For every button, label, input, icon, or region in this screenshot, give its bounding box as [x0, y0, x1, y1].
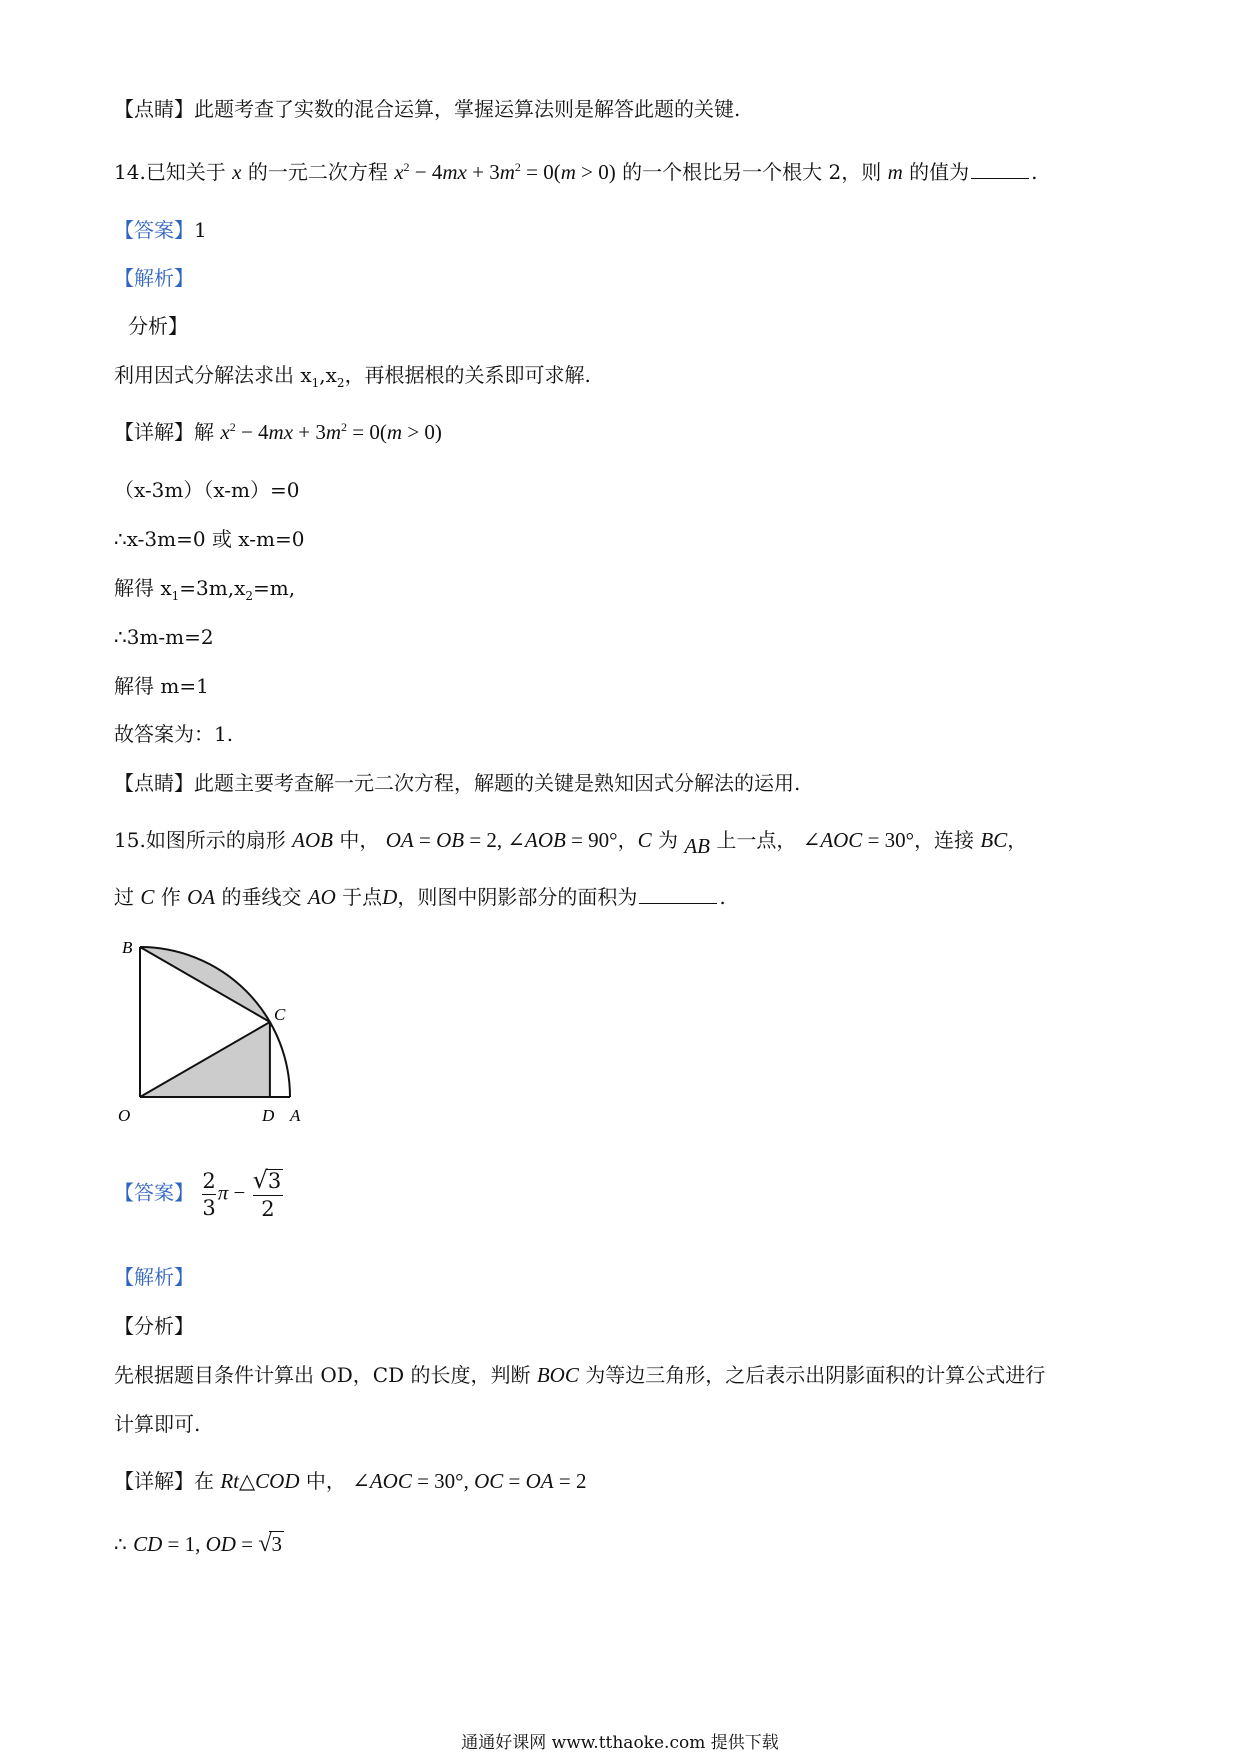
q15-text-6: 过	[114, 885, 134, 909]
q15-result	[114, 1530, 284, 1559]
page-footer: 通通好课网 www.tthaoke.com 提供下载	[461, 1733, 779, 1753]
question-number: 15.	[114, 828, 146, 852]
q14-comment	[114, 771, 800, 795]
q14-equation: $x^2 - 4mx + 3m^2 = 0(m > 0)$	[394, 160, 616, 184]
minus-sign: −	[228, 1180, 251, 1205]
comment-text: 此题主要考查解一元二次方程，解题的关键是熟知因式分解法的运用.	[194, 771, 801, 795]
var-m: m	[887, 160, 903, 184]
detail-pre: 在	[194, 1469, 214, 1493]
pi-symbol: π	[217, 1180, 229, 1205]
q14-step5: 解得 m=1	[114, 674, 209, 698]
q14-text-1: 已知关于	[145, 160, 226, 184]
analysis-text-1: 利用因式分解法求出 x	[114, 363, 312, 387]
q15-detail-condition: ∠AOC = 30°, OC = OA = 2	[352, 1469, 587, 1493]
segment-ao: AO	[307, 885, 336, 909]
triangle-boc: BOC	[536, 1363, 579, 1387]
fraction-sqrt3-2: $\frac{√3}{2}$	[252, 1166, 282, 1222]
rt-triangle: Rt△COD	[220, 1469, 300, 1493]
segment-oa: OA	[187, 885, 216, 909]
q14-text-2: 的一元二次方程	[247, 160, 388, 184]
q14-analysis-text: 利用因式分解法求出 $x_1,x_2$，再根据根的关系即可求解.	[114, 363, 591, 390]
q14-step4: ∴3m-m=2	[114, 625, 214, 649]
q15-text-2: 中，	[339, 828, 380, 852]
q14-detail	[114, 420, 442, 445]
answer-blank	[971, 178, 1029, 179]
step3-c: =m,	[253, 576, 296, 600]
q15-answer	[114, 1168, 285, 1220]
q14-step1: （x-3m）（x-m）=0	[114, 478, 300, 502]
q15-text-3: 为	[657, 828, 678, 852]
comment-tag: 【点睛】	[114, 97, 194, 121]
q15-condition-2: ∠AOC = 30°	[802, 828, 915, 852]
q15-condition-1: OA = OB = 2, ∠AOB = 90°	[385, 828, 618, 852]
q14-step2: ∴x-3m=0 或 x-m=0	[114, 527, 305, 551]
q14-detail-equation: $x^2 - 4mx + 3m^2 = 0(m > 0)$	[220, 420, 442, 444]
label-d: D	[262, 1106, 275, 1125]
q14-text-4: 的值为	[909, 160, 970, 184]
detail-tag: 【详解】	[114, 420, 194, 444]
prev-comment-line	[114, 97, 740, 121]
point-c-2: C	[140, 885, 155, 909]
segment-bc: BC	[980, 828, 1008, 852]
q15-analysis-head: 【分析】	[114, 1314, 194, 1338]
q14-analysis-head: 分析】	[128, 314, 188, 338]
label-o: O	[118, 1106, 131, 1125]
analysis-text-2: ，再根据根的关系即可求解.	[344, 363, 591, 387]
q15-text-5: ，连接	[914, 828, 975, 852]
q15-analysis-tag: 【解析】	[114, 1265, 194, 1289]
q15-text-10: ，则图中阴影部分的面积为	[397, 885, 638, 909]
comment-tag: 【点睛】	[114, 771, 194, 795]
q14-text-3: 的一个根比另一个根大 2，则	[622, 160, 882, 184]
q15-result-expr: CD = 1, OD = √3	[133, 1531, 282, 1557]
q15-text-7: 作	[160, 885, 181, 909]
question-number: 14.	[114, 160, 146, 184]
q15-text-8: 的垂线交	[221, 885, 302, 909]
q14-answer	[114, 218, 207, 242]
step3-a: 解得 x	[114, 576, 172, 600]
point-d: D	[382, 885, 398, 909]
q15-text-4: 上一点，	[716, 828, 797, 852]
label-a: A	[290, 1106, 301, 1125]
chord-bc	[140, 947, 270, 1022]
q15-stem-line2: 过 C 作 OA 的垂线交 AO 于点D，则图中阴影部分的面积为 .	[114, 885, 726, 909]
fraction-2-3: $\frac{2}{3}$	[202, 1168, 216, 1220]
q15-text-1: 如图所示的扇形	[145, 828, 286, 852]
q15-stem-line1: 15.如图所示的扇形 AOB 中， OA = OB = 2, ∠AOB = 90°，C 为 AB 上一点， ∠AOC = 30°，连接 BC，	[114, 828, 1028, 858]
var-x: x	[232, 160, 242, 184]
step3-b: =3m,x	[179, 576, 246, 600]
answer-tag: 【答案】	[114, 218, 194, 242]
label-c: C	[274, 1005, 286, 1024]
q15-analysis-line2: 计算即可.	[114, 1412, 201, 1436]
q15-detail	[114, 1469, 586, 1494]
label-b: B	[122, 938, 133, 957]
arc-ab: AB	[684, 834, 710, 858]
answer-blank	[639, 903, 717, 904]
answer-tag: 【答案】	[114, 1180, 194, 1205]
q15-text-9: 于点	[342, 885, 383, 909]
q14-step3: 解得 $x_1=3m,x_2=m$,	[114, 576, 296, 603]
analysis-text-1: 先根据题目条件计算出 OD，CD 的长度，判断	[114, 1363, 531, 1387]
q15-analysis-line1	[114, 1363, 1045, 1388]
detail-mid: 中，	[305, 1469, 346, 1493]
detail-pre: 解	[194, 420, 214, 444]
sector-name: AOB	[292, 828, 333, 852]
analysis-text-2: 为等边三角形，之后表示出阴影面积的计算公式进行	[585, 1363, 1046, 1387]
point-c: C	[637, 828, 652, 852]
q14-analysis-tag: 【解析】	[114, 266, 194, 290]
sector-figure	[110, 935, 350, 1145]
q14-stem: 14.已知关于 x 的一元二次方程 $x^2 - 4mx + 3m^2 = 0(m > 0)$ 的一个根比另一个根大 2，则 m 的值为 .	[114, 160, 1038, 184]
therefore-symbol: ∴	[114, 1532, 127, 1556]
q14-step6: 故答案为：1.	[114, 722, 234, 746]
detail-tag: 【详解】	[114, 1469, 194, 1493]
answer-value: 1	[194, 218, 207, 242]
comment-text: 此题考查了实数的混合运算，掌握运算法则是解答此题的关键.	[194, 97, 741, 121]
